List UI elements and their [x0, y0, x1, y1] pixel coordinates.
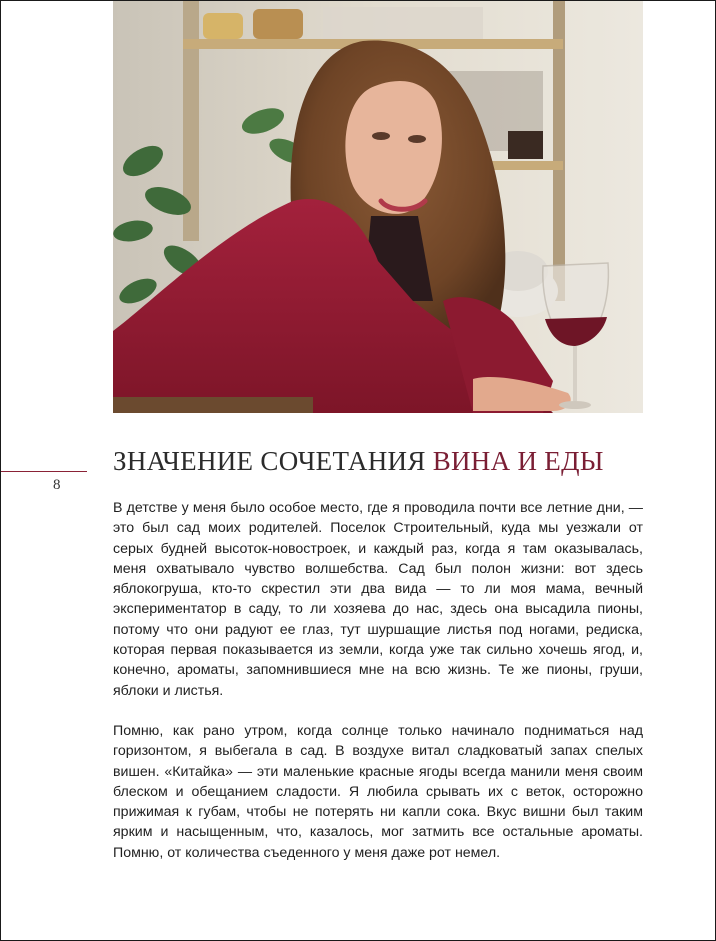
- page-number: 8: [53, 477, 61, 493]
- heading-main: ЗНАЧЕНИЕ СОЧЕТАНИЯ: [113, 446, 426, 476]
- portrait-photo: [113, 1, 643, 413]
- page-number-rule: [1, 471, 87, 472]
- paragraph-2: Помню, как рано утром, когда солнце только начинало подниматься над горизонтом, я выбегала в сад. В воздухе витал сладковатый запах спелых вишен. «Китайка» — эти маленькие красные ягоды всегда манили меня своим блеском и обещанием сладости. Я любила срывать их с веток, осторожно прижимая к губам, чтобы не потерять ни капли сока. Вкус вишни был таким ярким и насыщенным, что, казалось, мог затмить все остальные ароматы. Помню, от количества съеденного у меня даже рот немел.: [113, 722, 643, 861]
- section-heading: [113, 441, 653, 481]
- heading-accent: ВИНА И ЕДЫ: [432, 446, 604, 476]
- woman-with-wine-glass-photo-icon: [113, 1, 643, 413]
- body-text: [113, 498, 643, 863]
- paragraph-1: В детстве у меня было особое место, где я проводила почти все летние дни, — это был сад моих родителей. Поселок Строительный, куда мы уезжали от серых будней высоток-новостроек, и каждый раз, когда я там оказывалась, меня охватывало чувство волшебства. Сад был полон жизни: вот здесь яблокогруша, кто-то скрестил эти два вида — то ли моя мама, вечный экспериментатор в саду, то ли хозяева до нас, здесь она высадила пионы, потому что они радуют ее глаз, тут шуршащие листья под ногами, редиска, которая первая показывается из земли, когда уже так сильно хочешь ягод, и, конечно, ароматы, запомнившиеся мне на всю жизнь. Те же пионы, груши, яблоки и листья.: [113, 500, 643, 699]
